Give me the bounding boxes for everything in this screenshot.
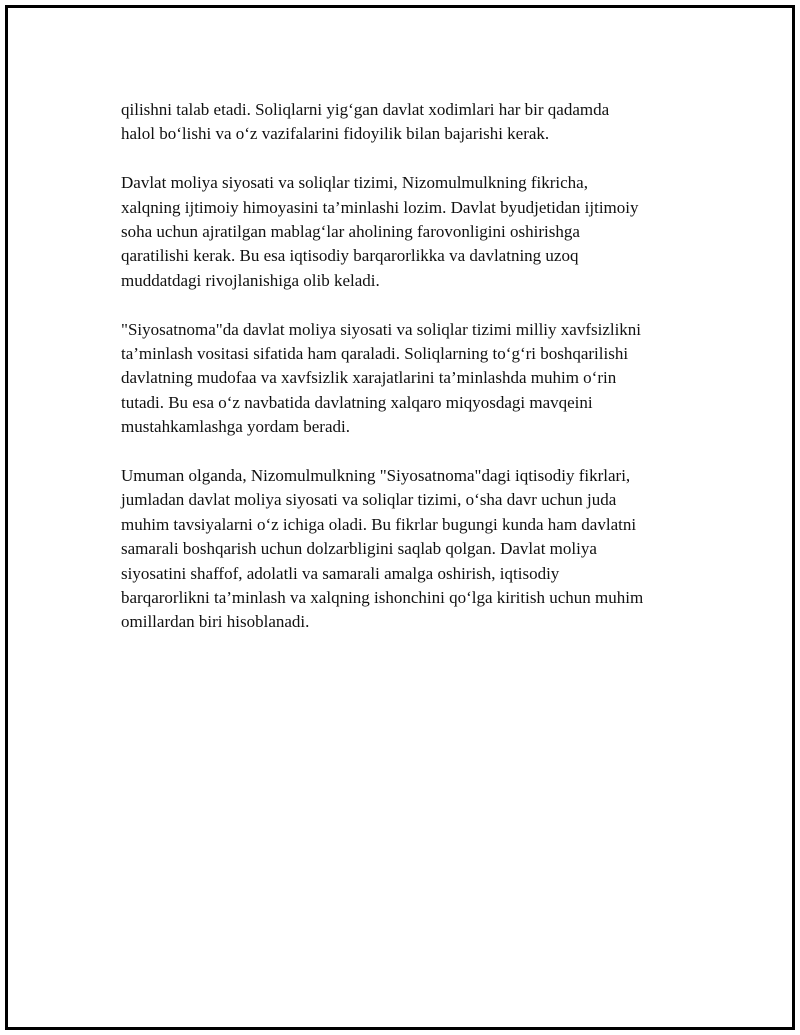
text-line: Davlat moliya siyosati va soliqlar tizimi, Nizomulmulkning fikricha, [121,173,588,193]
text-line: xalqning ijtimoiy himoyasini ta’minlashi lozim. Davlat byudjetidan ijtimoiy [121,197,639,217]
text-line: omillardan biri hisoblanadi. [121,612,310,632]
text-line: qilishni talab etadi. Soliqlarni yig‘gan davlat xodimlari har bir qadamda [121,100,610,119]
text-line: siyosatini shaffof, adolatli va samarali amalga oshirish, iqtisodiy [121,563,560,583]
text-line: Umuman olganda, Nizomulmulkning "Siyosatnoma"dagi iqtisodiy fikrlari, [121,466,631,486]
paragraph-1 [121,98,706,147]
text-line: muddatdagi rivojlanishiga olib keladi. [121,270,380,290]
paragraph-4 [121,464,706,635]
text-line: muhim tavsiyalarni o‘z ichiga oladi. Bu fikrlar bugungi kunda ham davlatni [121,514,637,534]
document-body [121,98,706,659]
paragraph-2 [121,171,706,293]
text-line: qaratilishi kerak. Bu esa iqtisodiy barqarorlikka va davlatning uzoq [121,246,579,266]
text-line: davlatning mudofaa va xavfsizlik xarajatlarini ta’minlashda muhim o‘rin [121,368,617,388]
text-line: jumladan davlat moliya siyosati va soliqlar tizimi, o‘sha davr uchun juda [121,490,617,510]
paragraph-3 [121,318,706,440]
text-line: ta’minlash vositasi sifatida ham qaraladi. Soliqlarning to‘g‘ri boshqarilishi [121,344,629,364]
text-line: tutadi. Bu esa o‘z navbatida davlatning xalqaro miqyosdagi mavqeini [121,392,593,412]
text-line: halol bo‘lishi va o‘z vazifalarini fidoyilik bilan bajarishi kerak. [121,124,550,144]
page-border [5,5,795,1030]
text-line: barqarorlikni ta’minlash va xalqning ishonchini qo‘lga kiritish uchun muhim [121,588,644,608]
text-line: "Siyosatnoma"da davlat moliya siyosati va soliqlar tizimi milliy xavfsizlikni [121,319,642,339]
text-line: mustahkamlashga yordam beradi. [121,417,350,437]
text-line: samarali boshqarish uchun dolzarbligini saqlab qolgan. Davlat moliya [121,539,597,559]
text-line: soha uchun ajratilgan mablag‘lar aholining farovonligini oshirishga [121,222,580,242]
